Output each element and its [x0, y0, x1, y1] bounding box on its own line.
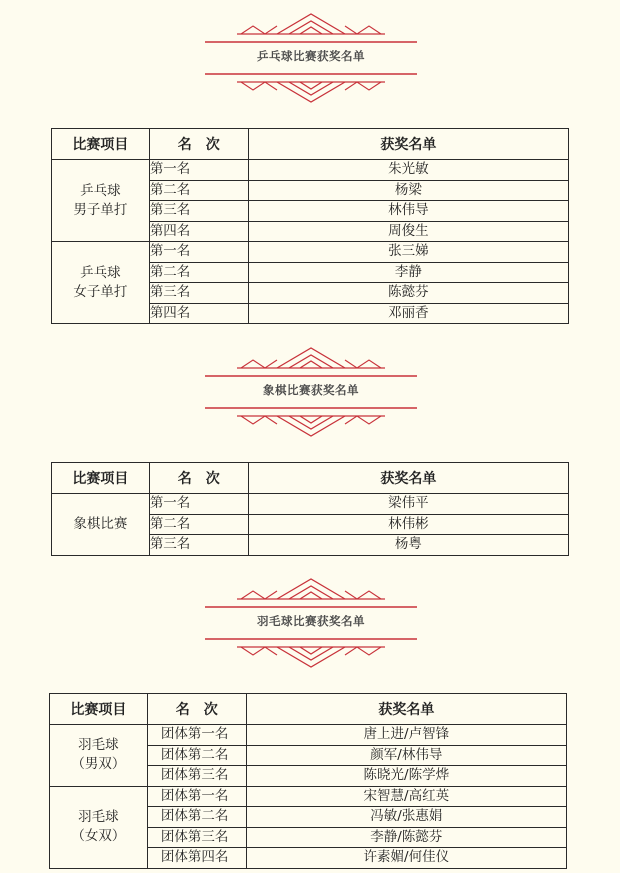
category-line: 象棋比赛: [73, 515, 128, 532]
table-row: [50, 725, 567, 746]
rank-cell: 第三名: [149, 283, 248, 304]
table-header-row: [52, 129, 569, 160]
awards-table-pingpong: [51, 128, 569, 324]
rank-header: 名 次: [149, 463, 248, 494]
winner-name-cell: 周俊生: [248, 221, 568, 242]
rank-cell: 团体第一名: [147, 725, 246, 746]
table-row: [52, 494, 569, 515]
winners-header: 获奖名单: [248, 463, 568, 494]
rank-cell: 第三名: [149, 201, 248, 222]
table-header-row: [50, 694, 567, 725]
category-line: 男子单打: [73, 201, 128, 218]
table-row: [50, 786, 567, 807]
category-cell: [52, 242, 150, 324]
category-cell: [50, 786, 148, 868]
rank-header: 名 次: [149, 129, 248, 160]
category-line: 羽毛球: [78, 809, 119, 825]
category-line: 乒乓球: [80, 264, 121, 281]
rank-cell: 团体第三名: [147, 766, 246, 787]
category-line: 羽毛球: [78, 737, 119, 754]
rank-cell: 团体第二名: [147, 745, 246, 766]
category-line: 乒乓球: [80, 182, 121, 199]
winner-name-cell: 陈懿芬: [248, 283, 568, 304]
section-title: 羽毛球比赛获奖名单: [257, 614, 365, 628]
winner-name-cell: 林伟导: [248, 201, 568, 222]
rank-cell: 第四名: [149, 303, 248, 324]
rank-cell: 团体第二名: [147, 807, 246, 828]
category-line: 女子单打: [73, 283, 128, 300]
section-banner-pingpong: [205, 12, 417, 104]
winner-name-cell: 许素媚/何佳仪: [246, 848, 566, 869]
winner-name-cell: 杨粤: [248, 535, 568, 556]
rank-cell: 第四名: [149, 221, 248, 242]
rank-cell: 第一名: [149, 494, 248, 515]
winner-name-cell: 陈晓光/陈学烨: [246, 766, 566, 787]
rank-cell: 第一名: [149, 242, 248, 263]
winner-name-cell: 李静/陈懿芬: [246, 827, 566, 848]
winner-name-cell: 杨梁: [248, 180, 568, 201]
winner-name-cell: 唐上进/卢智锋: [246, 725, 566, 746]
category-line: （男双）: [71, 756, 126, 773]
table-row: [52, 242, 569, 263]
winner-name-cell: 宋智慧/高红英: [246, 786, 566, 807]
winner-name-cell: 朱光敏: [248, 160, 568, 181]
rank-cell: 团体第四名: [147, 848, 246, 869]
category-cell: [52, 160, 150, 242]
category-header: 比赛项目: [52, 129, 150, 160]
table-header-row: [52, 463, 569, 494]
rank-cell: 第二名: [149, 514, 248, 535]
rank-cell: 第二名: [149, 180, 248, 201]
section-banner-badminton: [205, 577, 417, 669]
rank-cell: 第一名: [149, 160, 248, 181]
rank-header: 名 次: [147, 694, 246, 725]
rank-cell: 第二名: [149, 262, 248, 283]
winner-name-cell: 林伟彬: [248, 514, 568, 535]
category-cell: [50, 725, 148, 787]
winner-name-cell: 李静: [248, 262, 568, 283]
winner-name-cell: 梁伟平: [248, 494, 568, 515]
category-header: 比赛项目: [50, 694, 148, 725]
winner-name-cell: 颜军/林伟导: [246, 745, 566, 766]
section-title: 象棋比赛获奖名单: [263, 383, 359, 397]
category-line: （女双）: [71, 828, 126, 844]
winner-name-cell: 张三娣: [248, 242, 568, 263]
category-cell: [52, 494, 150, 556]
rank-cell: 团体第一名: [147, 786, 246, 807]
awards-table-badminton: [49, 693, 567, 869]
winner-name-cell: 冯敏/张惠娟: [246, 807, 566, 828]
winner-name-cell: 邓丽香: [248, 303, 568, 324]
rank-cell: 第三名: [149, 535, 248, 556]
section-banner-chess: [205, 346, 417, 438]
winners-header: 获奖名单: [246, 694, 566, 725]
rank-cell: 团体第三名: [147, 827, 246, 848]
category-header: 比赛项目: [52, 463, 150, 494]
winners-header: 获奖名单: [248, 129, 568, 160]
section-title: 乒乓球比赛获奖名单: [257, 49, 365, 63]
table-row: [52, 160, 569, 181]
awards-table-chess: [51, 462, 569, 556]
